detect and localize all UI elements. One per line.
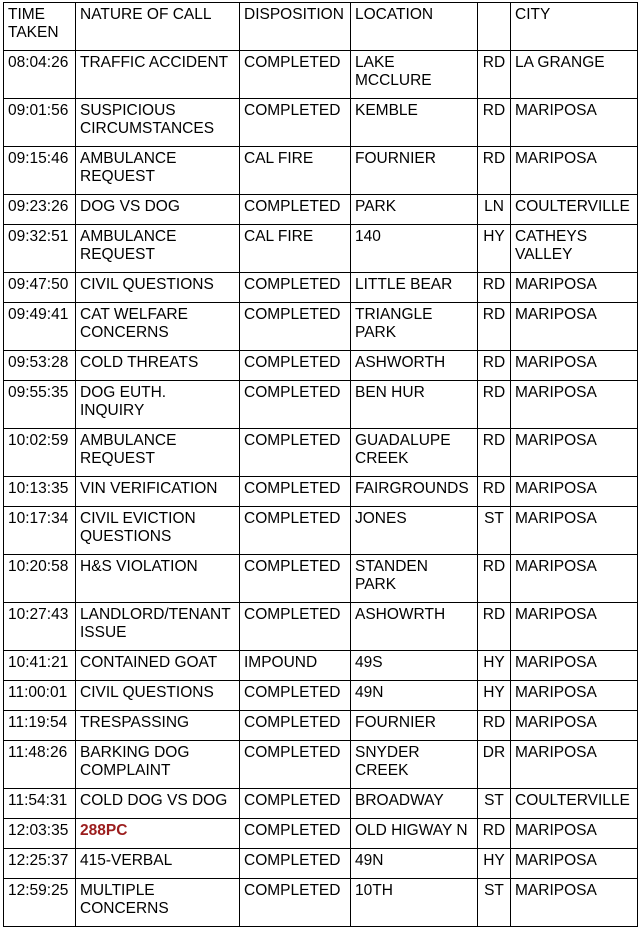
table-row bbox=[4, 681, 638, 711]
cell-location bbox=[351, 849, 478, 879]
cell-city bbox=[511, 477, 638, 507]
table-row bbox=[4, 195, 638, 225]
cell-nature-of-call bbox=[76, 273, 240, 303]
cell-nature-of-call-line: DOG EUTH. bbox=[80, 384, 167, 401]
cell-street-suffix: HY bbox=[478, 849, 511, 879]
cell-nature-of-call bbox=[76, 351, 240, 381]
cell-city bbox=[511, 507, 638, 555]
cell-street-suffix: RD bbox=[478, 429, 511, 477]
cell-city-line: MARIPOSA bbox=[515, 306, 597, 323]
cell-location-line: FAIRGROUNDS bbox=[355, 480, 469, 497]
cell-nature-of-call bbox=[76, 879, 240, 927]
cell-nature-of-call-line: CONCERNS bbox=[80, 324, 169, 341]
cell-nature-of-call-line: AMBULANCE bbox=[80, 432, 177, 449]
cell-nature-of-call bbox=[76, 381, 240, 429]
table-row bbox=[4, 273, 638, 303]
cell-street-suffix: RD bbox=[478, 303, 511, 351]
cell-location-line: 10TH bbox=[355, 882, 393, 899]
table-row bbox=[4, 507, 638, 555]
cell-location bbox=[351, 351, 478, 381]
cell-nature-of-call bbox=[76, 555, 240, 603]
cell-time-taken: 09:47:50 bbox=[4, 273, 76, 303]
cell-location-line: LAKE bbox=[355, 54, 395, 71]
cell-nature-of-call-line: 415-VERBAL bbox=[80, 852, 173, 869]
cell-nature-of-call bbox=[76, 681, 240, 711]
table-row bbox=[4, 477, 638, 507]
cell-location bbox=[351, 879, 478, 927]
cell-nature-of-call bbox=[76, 303, 240, 351]
cell-location bbox=[351, 789, 478, 819]
cell-location-line: TRIANGLE bbox=[355, 306, 433, 323]
cell-city bbox=[511, 273, 638, 303]
cell-disposition: COMPLETED bbox=[240, 603, 351, 651]
header-time-line-1: TIME bbox=[8, 6, 46, 23]
cell-location bbox=[351, 195, 478, 225]
cell-street-suffix: RD bbox=[478, 711, 511, 741]
table-row bbox=[4, 351, 638, 381]
cell-nature-of-call-line: TRESPASSING bbox=[80, 714, 190, 731]
cell-disposition: COMPLETED bbox=[240, 879, 351, 927]
cell-disposition: COMPLETED bbox=[240, 303, 351, 351]
cell-time-taken: 09:55:35 bbox=[4, 381, 76, 429]
cell-city-line: COULTERVILLE bbox=[515, 792, 630, 809]
cell-time-taken: 10:20:58 bbox=[4, 555, 76, 603]
cell-nature-of-call-line: H&S VIOLATION bbox=[80, 558, 198, 575]
cell-nature-of-call-line: CIVIL QUESTIONS bbox=[80, 684, 214, 701]
cell-city-line: MARIPOSA bbox=[515, 606, 597, 623]
cell-nature-of-call bbox=[76, 507, 240, 555]
cell-city bbox=[511, 879, 638, 927]
cell-disposition: CAL FIRE bbox=[240, 147, 351, 195]
cell-disposition: COMPLETED bbox=[240, 681, 351, 711]
header-disposition: DISPOSITION bbox=[240, 3, 351, 51]
cell-nature-of-call bbox=[76, 849, 240, 879]
cell-time-taken: 10:17:34 bbox=[4, 507, 76, 555]
cell-disposition: COMPLETED bbox=[240, 273, 351, 303]
cell-time-taken: 09:53:28 bbox=[4, 351, 76, 381]
cell-time-taken: 10:41:21 bbox=[4, 651, 76, 681]
cell-nature-of-call bbox=[76, 99, 240, 147]
cell-nature-of-call-line: 288PC bbox=[80, 822, 128, 839]
cell-nature-of-call-line: CAT WELFARE bbox=[80, 306, 188, 323]
cell-street-suffix: RD bbox=[478, 51, 511, 99]
cell-location bbox=[351, 381, 478, 429]
cell-nature-of-call-line: REQUEST bbox=[80, 450, 155, 467]
cell-location-line: KEMBLE bbox=[355, 102, 418, 119]
cell-city-line: MARIPOSA bbox=[515, 432, 597, 449]
cell-disposition: COMPLETED bbox=[240, 51, 351, 99]
call-log-body bbox=[4, 51, 638, 927]
table-row bbox=[4, 555, 638, 603]
cell-location bbox=[351, 303, 478, 351]
cell-city-line: MARIPOSA bbox=[515, 510, 597, 527]
cell-city bbox=[511, 381, 638, 429]
cell-nature-of-call bbox=[76, 789, 240, 819]
cell-location-line: BROADWAY bbox=[355, 792, 444, 809]
cell-location bbox=[351, 741, 478, 789]
cell-location bbox=[351, 51, 478, 99]
cell-city-line: VALLEY bbox=[515, 246, 573, 263]
cell-street-suffix: ST bbox=[478, 507, 511, 555]
cell-city bbox=[511, 51, 638, 99]
cell-city-line: CATHEYS bbox=[515, 228, 588, 245]
cell-nature-of-call-line: CONCERNS bbox=[80, 900, 169, 917]
cell-city-line: MARIPOSA bbox=[515, 384, 597, 401]
cell-street-suffix: RD bbox=[478, 273, 511, 303]
cell-street-suffix: RD bbox=[478, 351, 511, 381]
cell-disposition: COMPLETED bbox=[240, 819, 351, 849]
cell-street-suffix: DR bbox=[478, 741, 511, 789]
cell-disposition: COMPLETED bbox=[240, 555, 351, 603]
cell-location bbox=[351, 681, 478, 711]
cell-city-line: MARIPOSA bbox=[515, 852, 597, 869]
header-row bbox=[4, 3, 638, 51]
cell-time-taken: 09:01:56 bbox=[4, 99, 76, 147]
cell-disposition: IMPOUND bbox=[240, 651, 351, 681]
cell-nature-of-call bbox=[76, 741, 240, 789]
cell-nature-of-call-line: SUSPICIOUS bbox=[80, 102, 176, 119]
cell-location-line: 140 bbox=[355, 228, 381, 245]
cell-street-suffix: RD bbox=[478, 555, 511, 603]
cell-location-line: CREEK bbox=[355, 762, 409, 779]
cell-nature-of-call bbox=[76, 603, 240, 651]
cell-time-taken: 12:03:35 bbox=[4, 819, 76, 849]
cell-city bbox=[511, 303, 638, 351]
cell-disposition: COMPLETED bbox=[240, 507, 351, 555]
cell-location bbox=[351, 477, 478, 507]
cell-nature-of-call-line: COMPLAINT bbox=[80, 762, 171, 779]
cell-disposition: CAL FIRE bbox=[240, 225, 351, 273]
cell-city-line: MARIPOSA bbox=[515, 822, 597, 839]
cell-location bbox=[351, 225, 478, 273]
cell-location bbox=[351, 429, 478, 477]
table-row bbox=[4, 303, 638, 351]
cell-time-taken: 09:49:41 bbox=[4, 303, 76, 351]
cell-nature-of-call-line: COLD DOG VS DOG bbox=[80, 792, 228, 809]
cell-location bbox=[351, 507, 478, 555]
cell-city bbox=[511, 351, 638, 381]
cell-street-suffix: LN bbox=[478, 195, 511, 225]
cell-city-line: MARIPOSA bbox=[515, 654, 597, 671]
cell-city bbox=[511, 429, 638, 477]
cell-time-taken: 11:19:54 bbox=[4, 711, 76, 741]
cell-nature-of-call-line: ISSUE bbox=[80, 624, 127, 641]
header-suffix bbox=[478, 3, 511, 51]
cell-city bbox=[511, 225, 638, 273]
table-row bbox=[4, 741, 638, 789]
cell-time-taken: 09:32:51 bbox=[4, 225, 76, 273]
cell-nature-of-call-line: TRAFFIC ACCIDENT bbox=[80, 54, 229, 71]
table-row bbox=[4, 51, 638, 99]
cell-city bbox=[511, 849, 638, 879]
table-row bbox=[4, 147, 638, 195]
cell-disposition: COMPLETED bbox=[240, 741, 351, 789]
table-row bbox=[4, 849, 638, 879]
cell-nature-of-call-line: REQUEST bbox=[80, 246, 155, 263]
cell-street-suffix: RD bbox=[478, 819, 511, 849]
cell-location-line: STANDEN bbox=[355, 558, 428, 575]
cell-location-line: BEN HUR bbox=[355, 384, 425, 401]
table-row bbox=[4, 99, 638, 147]
cell-city bbox=[511, 603, 638, 651]
cell-disposition: COMPLETED bbox=[240, 351, 351, 381]
cell-location-line: ASHWORTH bbox=[355, 354, 446, 371]
cell-location-line: LITTLE BEAR bbox=[355, 276, 453, 293]
header-nature-of-call: NATURE OF CALL bbox=[76, 3, 240, 51]
cell-city-line: MARIPOSA bbox=[515, 150, 597, 167]
cell-location bbox=[351, 99, 478, 147]
cell-street-suffix: RD bbox=[478, 99, 511, 147]
cell-street-suffix: HY bbox=[478, 681, 511, 711]
header-location: LOCATION bbox=[351, 3, 478, 51]
cell-nature-of-call bbox=[76, 651, 240, 681]
cell-time-taken: 12:25:37 bbox=[4, 849, 76, 879]
cell-nature-of-call-line: CIRCUMSTANCES bbox=[80, 120, 215, 137]
cell-location-line: GUADALUPE bbox=[355, 432, 451, 449]
cell-location-line: JONES bbox=[355, 510, 407, 527]
cell-location-line: 49N bbox=[355, 684, 384, 701]
cell-location bbox=[351, 711, 478, 741]
cell-nature-of-call bbox=[76, 225, 240, 273]
table-row bbox=[4, 381, 638, 429]
cell-nature-of-call-line: CONTAINED GOAT bbox=[80, 654, 218, 671]
table-row bbox=[4, 429, 638, 477]
cell-street-suffix: RD bbox=[478, 603, 511, 651]
cell-location-line: MCCLURE bbox=[355, 72, 432, 89]
cell-disposition: COMPLETED bbox=[240, 789, 351, 819]
cell-nature-of-call bbox=[76, 429, 240, 477]
cell-street-suffix: RD bbox=[478, 381, 511, 429]
cell-disposition: COMPLETED bbox=[240, 849, 351, 879]
cell-time-taken: 11:54:31 bbox=[4, 789, 76, 819]
cell-nature-of-call bbox=[76, 477, 240, 507]
cell-time-taken: 10:13:35 bbox=[4, 477, 76, 507]
cell-location-line: SNYDER bbox=[355, 744, 420, 761]
cell-location-line: PARK bbox=[355, 198, 397, 215]
cell-nature-of-call-line: LANDLORD/TENANT bbox=[80, 606, 231, 623]
cell-city bbox=[511, 147, 638, 195]
cell-city-line: LA GRANGE bbox=[515, 54, 605, 71]
cell-city-line: COULTERVILLE bbox=[515, 198, 630, 215]
cell-location bbox=[351, 273, 478, 303]
cell-location bbox=[351, 651, 478, 681]
cell-time-taken: 09:15:46 bbox=[4, 147, 76, 195]
cell-street-suffix: RD bbox=[478, 477, 511, 507]
cell-nature-of-call-line: AMBULANCE bbox=[80, 150, 177, 167]
cell-location-line: PARK bbox=[355, 324, 397, 341]
table-row bbox=[4, 819, 638, 849]
cell-city-line: MARIPOSA bbox=[515, 276, 597, 293]
cell-time-taken: 08:04:26 bbox=[4, 51, 76, 99]
cell-time-taken: 11:48:26 bbox=[4, 741, 76, 789]
cell-nature-of-call-line: AMBULANCE bbox=[80, 228, 177, 245]
cell-location-line: PARK bbox=[355, 576, 397, 593]
cell-time-taken: 10:02:59 bbox=[4, 429, 76, 477]
cell-nature-of-call-line: INQUIRY bbox=[80, 402, 145, 419]
cell-street-suffix: ST bbox=[478, 879, 511, 927]
cell-time-taken: 11:00:01 bbox=[4, 681, 76, 711]
cell-nature-of-call-line: CIVIL EVICTION bbox=[80, 510, 196, 527]
cell-city-line: MARIPOSA bbox=[515, 714, 597, 731]
table-row bbox=[4, 789, 638, 819]
cell-disposition: COMPLETED bbox=[240, 429, 351, 477]
cell-location-line: FOURNIER bbox=[355, 150, 436, 167]
cell-nature-of-call-line: DOG VS DOG bbox=[80, 198, 180, 215]
cell-disposition: COMPLETED bbox=[240, 477, 351, 507]
header-time-taken bbox=[4, 3, 76, 51]
table-row bbox=[4, 225, 638, 273]
cell-nature-of-call bbox=[76, 819, 240, 849]
table-row bbox=[4, 603, 638, 651]
cell-city bbox=[511, 555, 638, 603]
cell-nature-of-call-line: MULTIPLE bbox=[80, 882, 155, 899]
header-city: CITY bbox=[511, 3, 638, 51]
cell-location-line: CREEK bbox=[355, 450, 409, 467]
cell-city bbox=[511, 681, 638, 711]
cell-nature-of-call bbox=[76, 195, 240, 225]
cell-street-suffix: ST bbox=[478, 789, 511, 819]
cell-street-suffix: HY bbox=[478, 651, 511, 681]
table-row bbox=[4, 879, 638, 927]
cell-city bbox=[511, 789, 638, 819]
cell-nature-of-call-line: COLD THREATS bbox=[80, 354, 199, 371]
cell-location-line: FOURNIER bbox=[355, 714, 436, 731]
cell-nature-of-call bbox=[76, 711, 240, 741]
cell-street-suffix: HY bbox=[478, 225, 511, 273]
cell-city-line: MARIPOSA bbox=[515, 354, 597, 371]
cell-disposition: COMPLETED bbox=[240, 711, 351, 741]
cell-nature-of-call bbox=[76, 147, 240, 195]
cell-disposition: COMPLETED bbox=[240, 381, 351, 429]
cell-city-line: MARIPOSA bbox=[515, 684, 597, 701]
cell-nature-of-call-line: QUESTIONS bbox=[80, 528, 172, 545]
cell-city bbox=[511, 741, 638, 789]
cell-location-line: ASHOWRTH bbox=[355, 606, 446, 623]
call-log-table bbox=[3, 2, 638, 927]
cell-city-line: MARIPOSA bbox=[515, 480, 597, 497]
cell-location bbox=[351, 147, 478, 195]
cell-location-line: 49N bbox=[355, 852, 384, 869]
cell-nature-of-call-line: VIN VERIFICATION bbox=[80, 480, 218, 497]
cell-city-line: MARIPOSA bbox=[515, 882, 597, 899]
cell-disposition: COMPLETED bbox=[240, 195, 351, 225]
cell-city-line: MARIPOSA bbox=[515, 558, 597, 575]
cell-time-taken: 12:59:25 bbox=[4, 879, 76, 927]
cell-city bbox=[511, 195, 638, 225]
cell-nature-of-call bbox=[76, 51, 240, 99]
cell-city-line: MARIPOSA bbox=[515, 102, 597, 119]
cell-city-line: MARIPOSA bbox=[515, 744, 597, 761]
cell-location-line: OLD HIGWAY N bbox=[355, 822, 468, 839]
cell-city bbox=[511, 819, 638, 849]
cell-location bbox=[351, 555, 478, 603]
cell-city bbox=[511, 651, 638, 681]
header-time-line-2: TAKEN bbox=[8, 24, 59, 41]
table-row bbox=[4, 651, 638, 681]
cell-location-line: 49S bbox=[355, 654, 383, 671]
cell-disposition: COMPLETED bbox=[240, 99, 351, 147]
cell-city bbox=[511, 99, 638, 147]
cell-nature-of-call-line: REQUEST bbox=[80, 168, 155, 185]
cell-nature-of-call-line: BARKING DOG bbox=[80, 744, 190, 761]
cell-location bbox=[351, 603, 478, 651]
table-row bbox=[4, 711, 638, 741]
cell-time-taken: 10:27:43 bbox=[4, 603, 76, 651]
cell-nature-of-call-line: CIVIL QUESTIONS bbox=[80, 276, 214, 293]
cell-city bbox=[511, 711, 638, 741]
cell-street-suffix: RD bbox=[478, 147, 511, 195]
cell-time-taken: 09:23:26 bbox=[4, 195, 76, 225]
cell-location bbox=[351, 819, 478, 849]
